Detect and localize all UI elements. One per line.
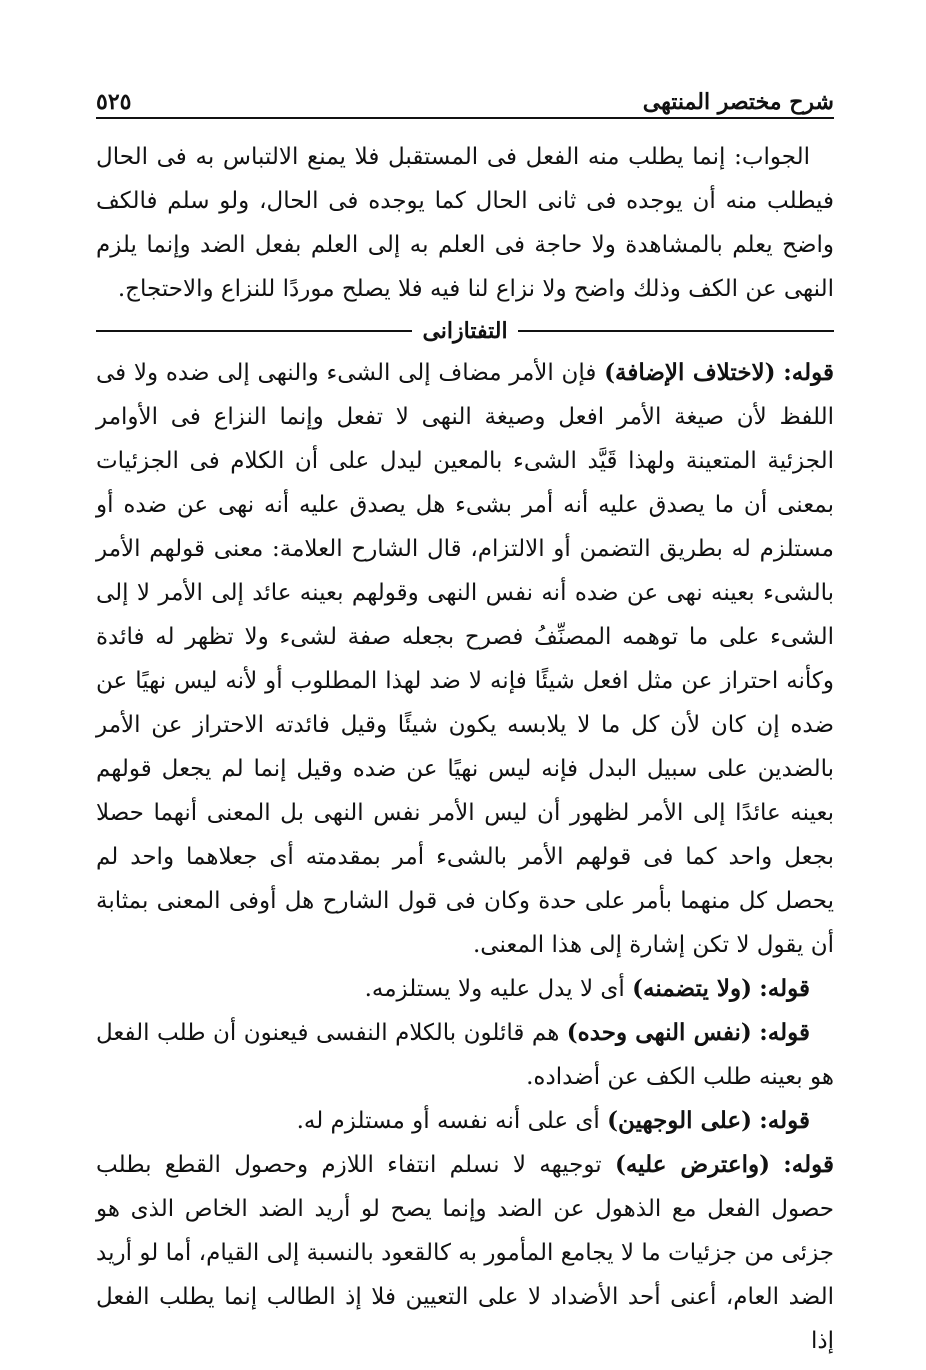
comment-paragraph (96, 351, 834, 967)
comment-paragraph (96, 1099, 834, 1143)
comment-text: أى على أنه نفسه أو مستلزم له. (296, 1108, 600, 1134)
document-page (96, 85, 834, 1363)
comment-prefix: قوله: (783, 1151, 835, 1178)
divider-line-right (518, 330, 834, 332)
comment-paragraph (96, 1143, 834, 1363)
comment-text: فإن الأمر مضاف إلى الشىء والنهى إلى ضده ولا فى اللفظ لأن صيغة الأمر افعل وصيغة النهى لا تفعل وإنما النزاع فى الأوامر الجزئية المتعينة ولهذا قَيَّد الشىء بالمعين ليدل على أن الكلام فى الجزئيات بمعنى أن ما يصدق عليه أنه أمر بشىء هل يصدق عليه أنه نهى عن ضده أو مستلزم له بطريق التضمن أو الالتزام، قال الشارح العلامة: معنى قولهم الأمر بالشىء بعينه نهى عن ضده أنه نفس النهى وقولهم بعينه عائد إلى الأمر لا إلى الشىء على ما توهمه المصنِّفُ فصرح بجعله صفة لشىء ولا تظهر له فائدة وكأنه احتراز عن مثل افعل شيئًا فإنه لا ضد لهذا المطلوب أو لأنه ليس نهيًا عن ضده إن كان لأن كل ما لا يلابسه يكون شيئًا وقيل فائدته الاحتراز عن الأمر بالضدين على سبيل البدل فإنه ليس نهيًا عن ضده وقيل إنما لم يجعل قولهم بعينه عائدًا إلى الأمر لظهور أن ليس الأمر نفس النهى بل المعنى أنهما حصلا بجعل واحد كما فى قولهم الأمر بالشىء أمر بمقدمته أى جعلاهما واحد لم يحصل كل منهما بأمر على حدة وكان فى قول الشارح هل أوفى المعنى بمثابة أن يقول لا تكن إشارة إلى هذا المعنى. (96, 360, 834, 958)
page-number: ٥٢٥ (96, 89, 132, 115)
main-text-paragraph: الجواب: إنما يطلب منه الفعل فى المستقبل فلا يمنع الالتباس به فى الحال فيطلب منه أن يوجده فى ثانى الحال كما يوجده فى الحال، ولو سلم فالكف واضح يعلم بالمشاهدة ولا حاجة فى العلم به إلى العلم بفعل الضد وإنما يلزم النهى عن الكف وذلك واضح ولا نزاع لنا فيه فلا يصلح موردًا للنزاع والاحتجاج. (96, 144, 834, 302)
comment-text: هم قائلون بالكلام النفسى فيعنون أن طلب الفعل هو بعينه طلب الكف عن أضداده. (96, 1020, 834, 1090)
comment-paragraph (96, 967, 834, 1011)
comment-prefix: قوله: (759, 975, 810, 1002)
comment-paragraph (96, 1011, 834, 1099)
section-label: التفتازانى (422, 318, 508, 344)
comment-key: (على الوجهين) (607, 1107, 752, 1134)
divider-line-left (96, 330, 412, 332)
section-divider (96, 315, 834, 347)
comment-text: أى لا يدل عليه ولا يستلزمه. (364, 976, 625, 1002)
comment-text: توجيهه لا نسلم انتفاء اللازم وحصول القطع بطلب حصول الفعل مع الذهول عن الضد وإنما يصح لو أريد الضد الخاص الذى هو جزئى من جزئيات ما لا يجامع المأمور به كالقعود بالنسبة إلى القيام، أما لو أريد الضد العام، أعنى أحد الأضداد لا على التعيين فلا إذ الطالب إنما يطلب الفعل إذا (96, 1152, 835, 1354)
comment-key: (نفس النهى وحده) (566, 1019, 752, 1046)
comment-key: (ولا يتضمنه) (632, 975, 752, 1002)
comment-prefix: قوله: (759, 1107, 810, 1134)
comment-key: (لاختلاف الإضافة) (604, 359, 776, 386)
comment-key: (واعترض عليه) (614, 1151, 770, 1178)
running-title: شرح مختصر المنتهى (642, 89, 834, 115)
comment-prefix: قوله: (783, 359, 835, 386)
page-header (96, 85, 834, 119)
comment-prefix: قوله: (759, 1019, 810, 1046)
